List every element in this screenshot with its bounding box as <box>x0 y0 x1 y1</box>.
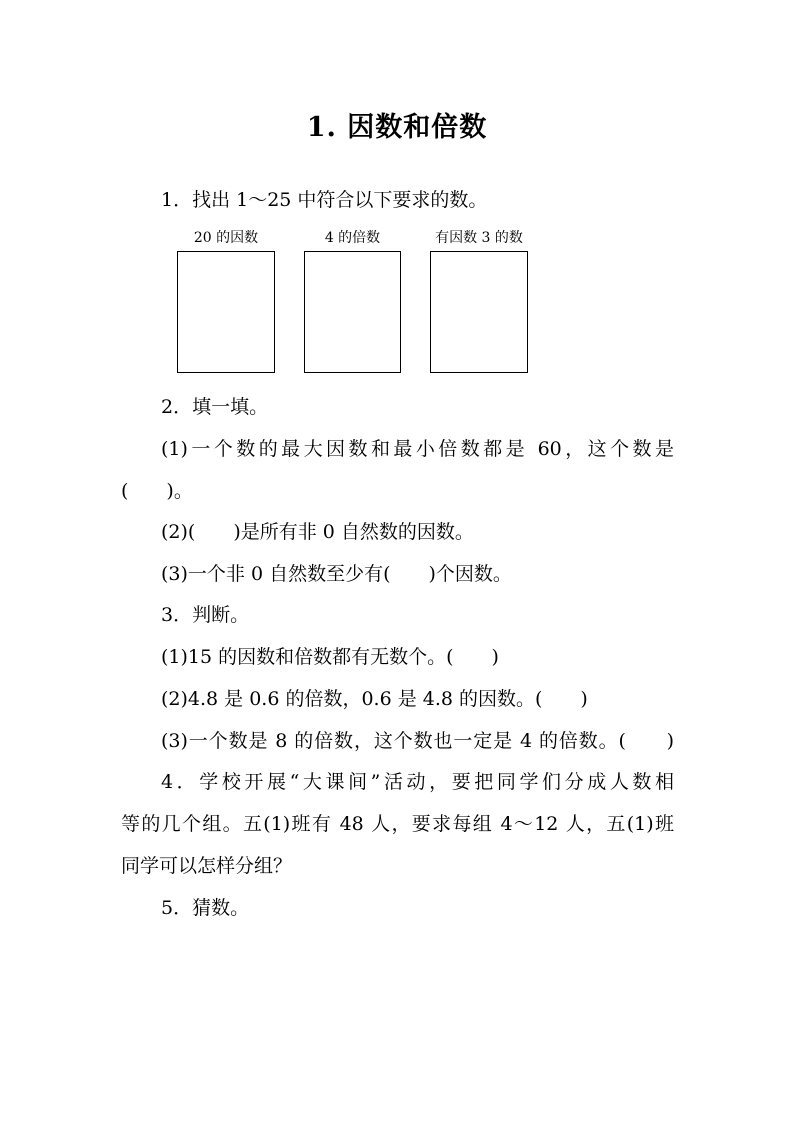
question-2-item-1-line-2: ( )。 <box>121 480 193 502</box>
question-2-item-1-line-1: (1)一个数的最大因数和最小倍数都是 60，这个数是 <box>161 438 674 460</box>
question-3-heading: 3．判断。 <box>161 604 250 626</box>
box-label-multiples-of-4: 4 的倍数 <box>324 230 381 246</box>
box-label-factors-of-20: 20 的因数 <box>193 230 259 246</box>
question-3-item-3: (3)一个数是 8 的倍数，这个数也一定是 4 的倍数。( ) <box>161 730 674 752</box>
question-3-item-2: (2)4.8 是 0.6 的倍数，0.6 是 4.8 的因数。( ) <box>161 688 588 710</box>
question-1-text: 1．找出 1～25 中符合以下要求的数。 <box>161 189 488 211</box>
question-5-heading: 5．猜数。 <box>161 897 250 919</box>
question-4-line-1: 4．学校开展“大课间”活动，要把同学们分成人数相 <box>161 771 674 793</box>
question-4-line-3: 同学可以怎样分组？ <box>121 855 293 877</box>
box-label-has-factor-3: 有因数 3 的数 <box>435 230 523 246</box>
answer-box-multiples-of-4[interactable] <box>304 251 401 373</box>
question-2-heading: 2．填一填。 <box>161 396 269 418</box>
question-3-item-1: (1)15 的因数和倍数都有无数个。( ) <box>161 646 499 668</box>
question-2-item-3: (3)一个非 0 自然数至少有( )个因数。 <box>161 563 512 585</box>
question-4-line-2: 等的几个组。五(1)班有 48 人，要求每组 4～12 人，五(1)班 <box>121 813 674 835</box>
answer-box-factors-of-20[interactable] <box>177 251 275 373</box>
answer-box-has-factor-3[interactable] <box>430 251 528 373</box>
question-2-item-2: (2)( )是所有非 0 自然数的因数。 <box>161 521 474 543</box>
page-title: 1. 因数和倍数 <box>306 112 488 143</box>
